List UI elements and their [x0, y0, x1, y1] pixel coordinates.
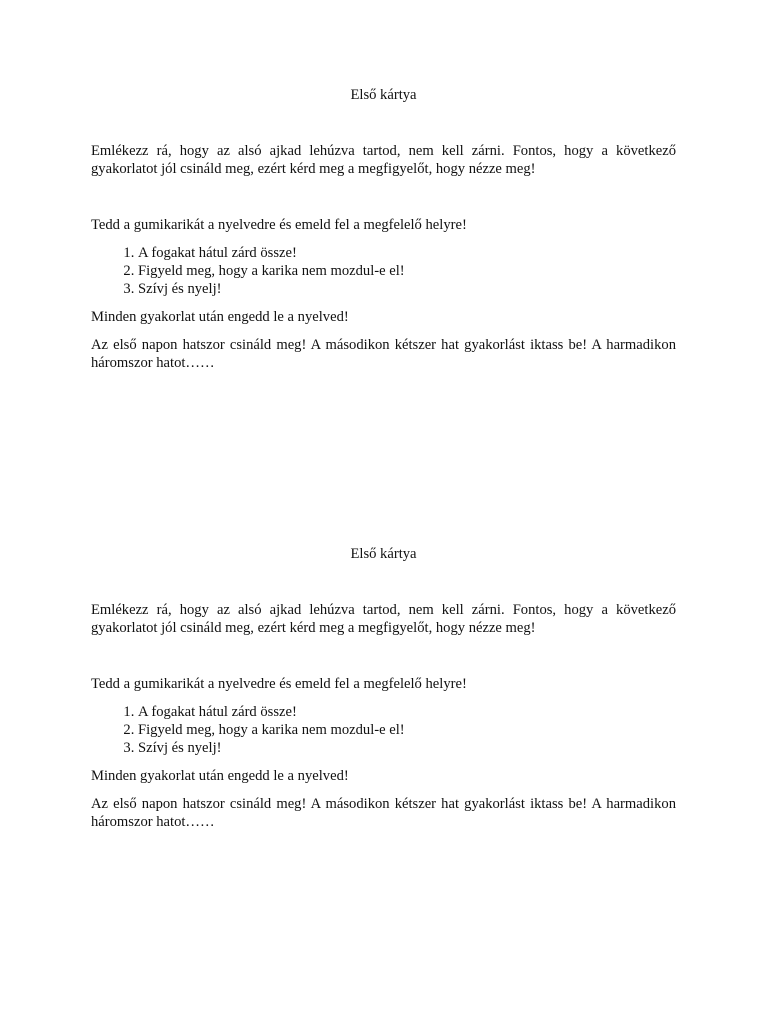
list-item: 1. A fogakat hátul zárd össze!: [138, 244, 676, 262]
list-item: 2. Figyeld meg, hogy a karika nem mozdul-e el!: [138, 262, 676, 280]
instruction-paragraph: Tedd a gumikarikát a nyelvedre és emeld fel a megfelelő helyre!: [91, 676, 467, 692]
intro-paragraph: Emlékezz rá, hogy az alsó ajkad lehúzva tartod, nem kell zárni. Fontos, hogy a következő gyakorlatot jól csináld meg, ezért kérd meg a megfigyelőt, hogy nézze meg!: [91, 143, 676, 177]
schedule-paragraph: Az első napon hatszor csináld meg! A másodikon kétszer hat gyakorlást iktass be! A harmadikon háromszor hatot……: [91, 337, 676, 371]
steps-list: [91, 703, 676, 757]
instruction-paragraph: Tedd a gumikarikát a nyelvedre és emeld fel a megfelelő helyre!: [91, 217, 467, 233]
after-paragraph: Minden gyakorlat után engedd le a nyelved!: [91, 768, 349, 784]
after-paragraph: Minden gyakorlat után engedd le a nyelved!: [91, 309, 349, 325]
exercise-card: [91, 86, 676, 372]
list-item: 3. Szívj és nyelj!: [138, 280, 676, 298]
intro-paragraph: Emlékezz rá, hogy az alsó ajkad lehúzva tartod, nem kell zárni. Fontos, hogy a következő gyakorlatot jól csináld meg, ezért kérd meg a megfigyelőt, hogy nézze meg!: [91, 602, 676, 636]
list-item: 2. Figyeld meg, hogy a karika nem mozdul-e el!: [138, 721, 676, 739]
list-item: 1. A fogakat hátul zárd össze!: [138, 703, 676, 721]
card-title: Első kártya: [350, 87, 417, 103]
schedule-paragraph: Az első napon hatszor csináld meg! A másodikon kétszer hat gyakorlást iktass be! A harmadikon háromszor hatot……: [91, 796, 676, 830]
steps-list: [91, 244, 676, 298]
exercise-card: [91, 545, 676, 831]
card-title: Első kártya: [350, 546, 417, 562]
list-item: 3. Szívj és nyelj!: [138, 739, 676, 757]
